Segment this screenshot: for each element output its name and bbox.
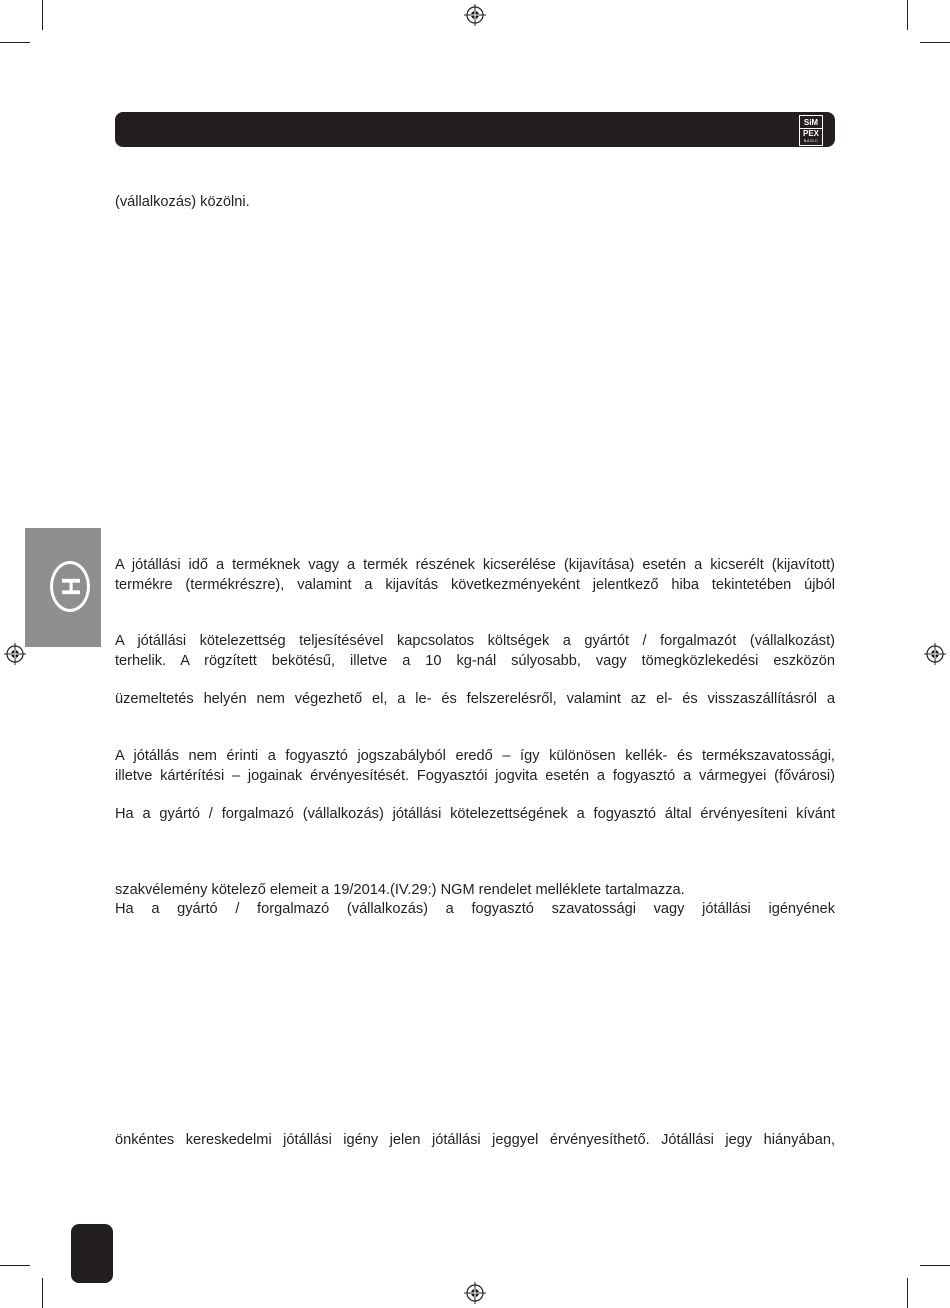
- language-badge: [50, 561, 90, 612]
- page-number-tab: [71, 1224, 113, 1283]
- text-line: A jótállási kötelezettség teljesítésével kapcsolatos költségek a gyártót / forgalmazót (vállalkozást): [115, 633, 835, 649]
- crop-mark: [42, 0, 43, 30]
- language-letter: H: [55, 577, 86, 596]
- text-line: illetve kártérítési – jogainak érvényesítését. Fogyasztói jogvita esetén a fogyasztó a vármegyei (fővárosi): [115, 768, 835, 784]
- registration-mark-icon: [4, 643, 26, 665]
- header-bar: [115, 112, 835, 147]
- crop-mark: [920, 42, 950, 43]
- crop-mark: [907, 0, 908, 30]
- crop-mark: [907, 1278, 908, 1308]
- text-line: A jótállási idő a terméknek vagy a termék részének kicserélése (kijavítása) esetén a kicserélt (kijavított): [115, 557, 835, 573]
- text-line: önkéntes kereskedelmi jótállási igény jelen jótállási jeggyel érvényesíthető. Jótállási jegy hiányában,: [115, 1132, 835, 1148]
- text-line: Ha a gyártó / forgalmazó (vállalkozás) jótállási kötelezettségének a fogyasztó által érvényesíteni kívánt: [115, 806, 835, 822]
- registration-mark-icon: [464, 1282, 486, 1304]
- crop-mark: [0, 42, 30, 43]
- registration-mark-icon: [924, 643, 946, 665]
- crop-mark: [42, 1278, 43, 1308]
- logo-line-2: PEX: [802, 128, 819, 138]
- simpex-logo: [799, 115, 823, 146]
- text-line: Ha a gyártó / forgalmazó (vállalkozás) a fogyasztó szavatossági vagy jótállási igényének: [115, 901, 835, 917]
- registration-mark-icon: [464, 4, 486, 26]
- logo-line-1: SiM: [800, 119, 822, 129]
- text-line: A jótállás nem érinti a fogyasztó jogszabályból eredő – így különösen kellék- és termékszavatossági,: [115, 748, 835, 764]
- logo-line-3: BASIC: [803, 137, 819, 143]
- text-line: terhelik. A rögzített bekötésű, illetve a 10 kg-nál súlyosabb, vagy tömegközlekedési eszközön: [115, 653, 835, 669]
- text-line: termékre (termékrészre), valamint a kijavítás következményeként jelentkező hiba tekintetében újból: [115, 577, 835, 593]
- crop-mark: [0, 1265, 30, 1266]
- text-line: szakvélemény kötelező elemeit a 19/2014.(IV.29:) NGM rendelet melléklete tartalmazza.: [115, 882, 685, 898]
- text-line: üzemeltetés helyén nem végezhető el, a le- és felszerelésről, valamint az el- és visszaszállításról a: [115, 691, 835, 707]
- crop-mark: [920, 1265, 950, 1266]
- text-line: (vállalkozás) közölni.: [115, 194, 250, 210]
